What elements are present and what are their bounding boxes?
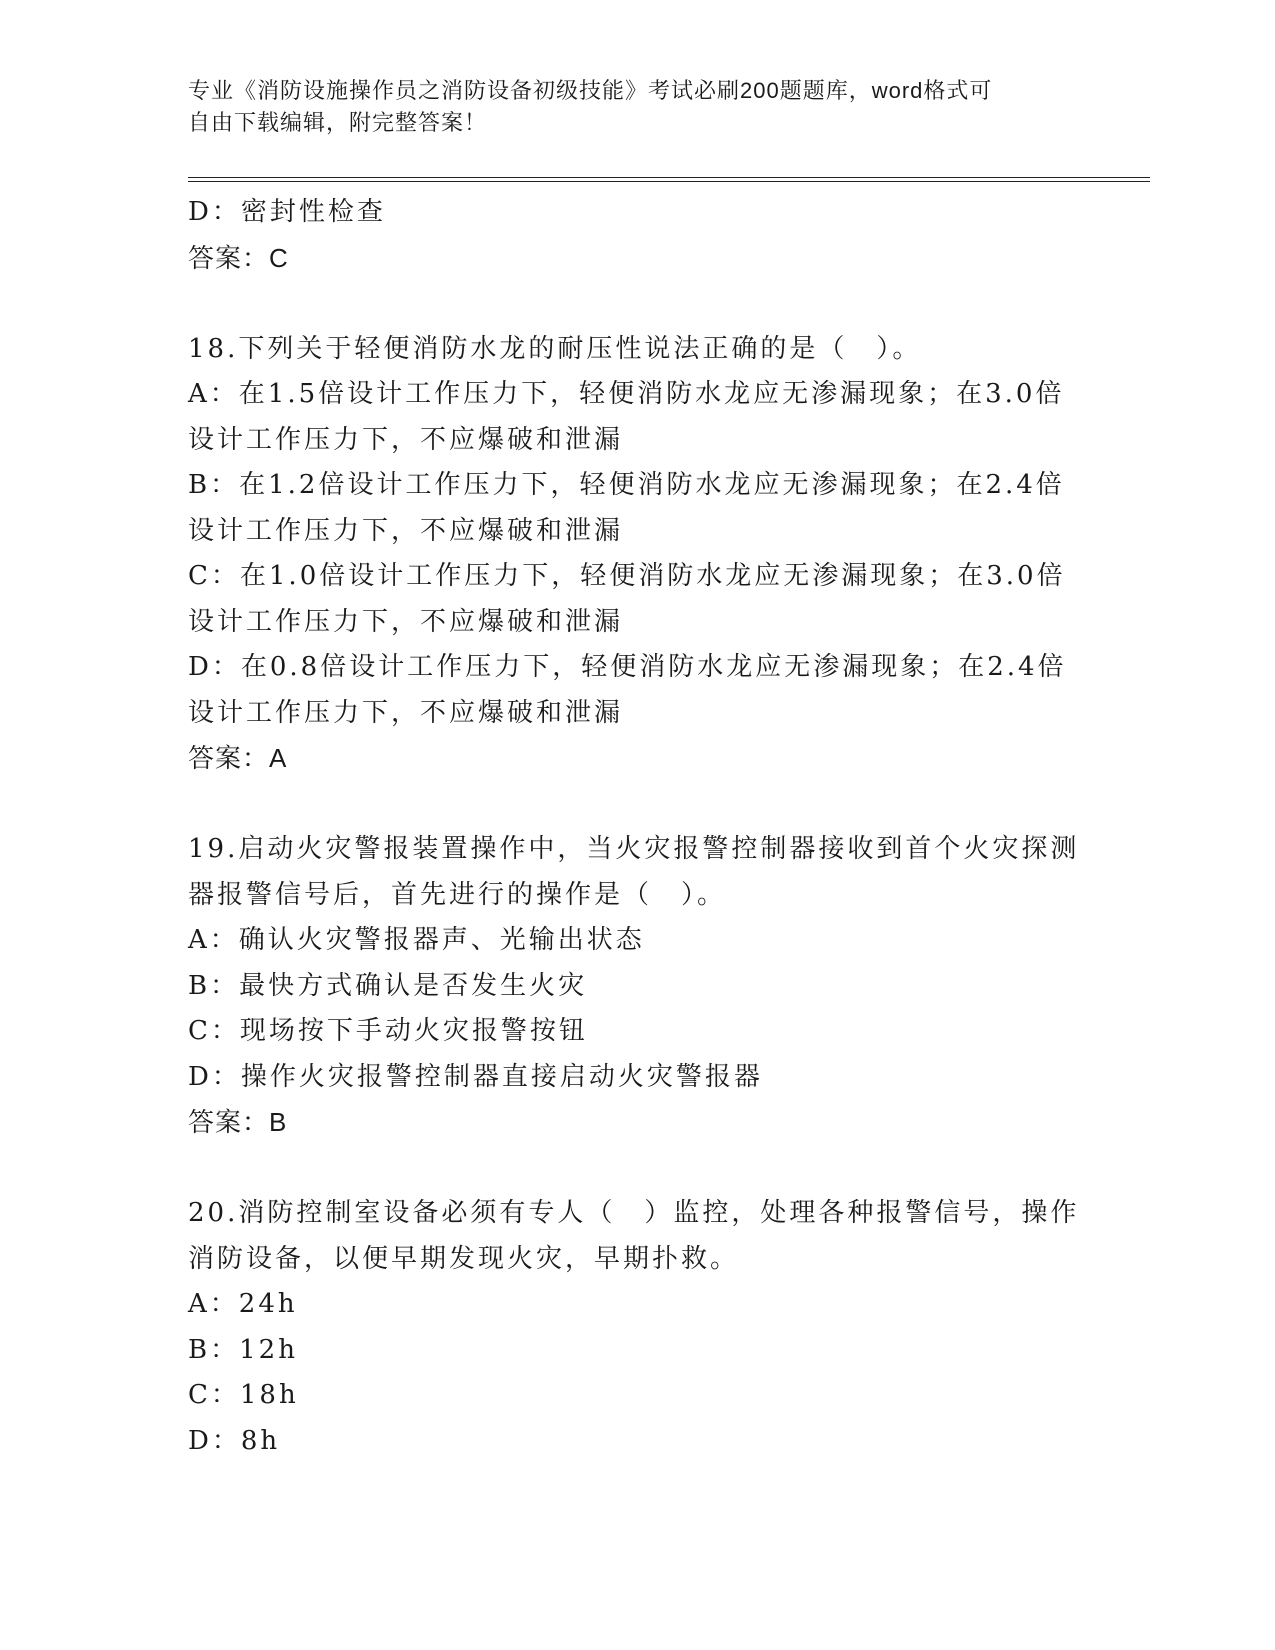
option-d: D：密封性检查 bbox=[188, 197, 386, 227]
question-20 bbox=[188, 1191, 1088, 1464]
option-b-continued: 设计工作压力下，不应爆破和泄漏 bbox=[188, 515, 624, 546]
option-a: A：24h bbox=[188, 1289, 298, 1319]
question-stem-continued: 器报警信号后，首先进行的操作是（ ）。 bbox=[188, 879, 727, 910]
option-c: C：在1.0倍设计工作压力下，轻便消防水龙应无渗漏现象；在3.0倍 bbox=[188, 561, 1066, 591]
spacer bbox=[188, 782, 1088, 828]
option-b: B：12h bbox=[188, 1334, 298, 1365]
answer-line: 答案：B bbox=[188, 1107, 288, 1137]
spacer bbox=[188, 281, 1088, 327]
header-title-line-1: 专业《消防设施操作员之消防设备初级技能》考试必刷200题题库，word格式可 bbox=[188, 78, 993, 103]
question-17-tail bbox=[188, 190, 1088, 281]
header-divider bbox=[188, 177, 1150, 182]
option-c: C：现场按下手动火灾报警按钮 bbox=[188, 1016, 588, 1046]
spacer bbox=[188, 1146, 1088, 1192]
page-header bbox=[188, 75, 1088, 139]
option-d: D：在0.8倍设计工作压力下，轻便消防水龙应无渗漏现象；在2.4倍 bbox=[188, 652, 1067, 682]
question-stem: 19.启动火灾警报装置操作中，当火灾报警控制器接收到首个火灾探测 bbox=[188, 834, 1080, 864]
answer-line: 答案：A bbox=[188, 743, 288, 773]
question-stem: 20.消防控制室设备必须有专人（ ）监控，处理各种报警信号，操作 bbox=[188, 1198, 1080, 1228]
option-d-continued: 设计工作压力下，不应爆破和泄漏 bbox=[188, 697, 624, 728]
question-19 bbox=[188, 827, 1088, 1146]
option-c: C：18h bbox=[188, 1380, 299, 1410]
option-a: A：确认火灾警报器声、光输出状态 bbox=[188, 925, 645, 955]
question-stem: 18.下列关于轻便消防水龙的耐压性说法正确的是（ ）。 bbox=[188, 333, 922, 364]
option-a: A：在1.5倍设计工作压力下，轻便消防水龙应无渗漏现象；在3.0倍 bbox=[188, 379, 1065, 409]
option-a-continued: 设计工作压力下，不应爆破和泄漏 bbox=[188, 424, 624, 455]
option-b: B：在1.2倍设计工作压力下，轻便消防水龙应无渗漏现象；在2.4倍 bbox=[188, 470, 1065, 500]
header-title-line-2: 自由下载编辑，附完整答案！ bbox=[188, 110, 488, 135]
answer-line: 答案：C bbox=[188, 242, 289, 273]
option-d: D：8h bbox=[188, 1425, 281, 1456]
option-d: D：操作火灾报警控制器直接启动火灾警报器 bbox=[188, 1061, 763, 1092]
question-18 bbox=[188, 327, 1088, 782]
question-stem-continued: 消防设备，以便早期发现火灾，早期扑救。 bbox=[188, 1243, 740, 1274]
question-content bbox=[188, 190, 1088, 1464]
option-b: B：最快方式确认是否发生火灾 bbox=[188, 970, 588, 1001]
option-c-continued: 设计工作压力下，不应爆破和泄漏 bbox=[188, 606, 624, 637]
